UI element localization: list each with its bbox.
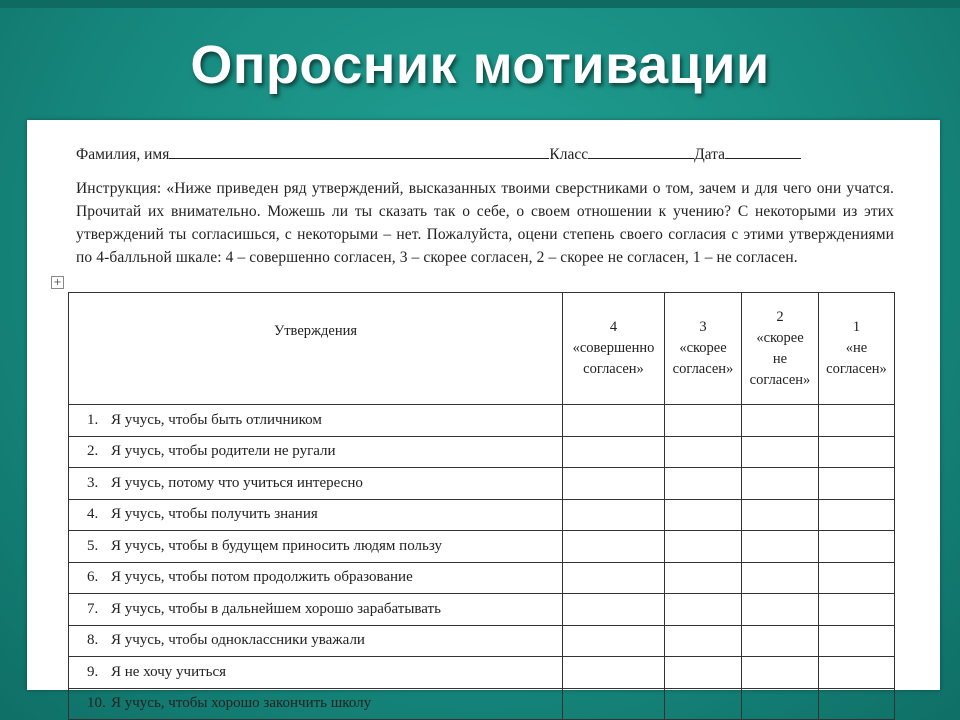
slide-title: Опросник мотивации [190,35,770,95]
name-field[interactable] [169,144,549,159]
top-border [0,0,960,8]
answer-cell-2[interactable] [742,657,819,689]
item-number: 5. [87,537,99,554]
statement-cell [69,405,563,437]
table-row [69,688,895,720]
table-row [69,405,895,437]
answer-cell-2[interactable] [742,531,819,563]
item-text: Я учусь, чтобы в будущем приносить людям пользу [111,537,442,554]
answer-cell-4[interactable] [563,657,665,689]
item-text: Я учусь, чтобы быть отличником [111,411,322,428]
answer-cell-3[interactable] [665,562,742,594]
class-field[interactable] [588,144,694,159]
statement-cell [69,562,563,594]
answer-cell-3[interactable] [665,657,742,689]
score-value: 2 [776,308,784,325]
header-score-1 [819,293,895,405]
document-body [76,140,894,269]
answer-cell-3[interactable] [665,468,742,500]
answer-cell-2[interactable] [742,468,819,500]
score-value: 4 [609,319,618,335]
table-row [69,657,895,689]
answer-cell-4[interactable] [563,625,665,657]
header-score-4 [563,293,665,405]
item-number: 6. [87,569,99,586]
answer-cell-1[interactable] [819,531,895,563]
answer-cell-3[interactable] [665,436,742,468]
statement-cell [69,436,563,468]
score-label: согласен» [826,361,887,377]
answer-cell-4[interactable] [563,688,665,720]
item-text: Я учусь, чтобы одноклассники уважали [111,632,365,649]
score-label: согласен» [672,361,734,377]
item-text: Я учусь, чтобы потом продолжить образование [111,569,413,586]
item-text: Я учусь, чтобы в дальнейшем хорошо зарабатывать [111,600,441,617]
statement-cell [69,657,563,689]
answer-cell-3[interactable] [665,625,742,657]
answer-cell-4[interactable] [563,562,665,594]
score-label: согласен» [749,371,811,388]
move-handle-icon[interactable]: + [51,276,64,289]
item-text: Я учусь, чтобы хорошо закончить школу [111,695,372,712]
score-label: «скорее [679,340,727,356]
item-number: 3. [87,474,99,491]
answer-cell-1[interactable] [819,468,895,500]
table-row [69,499,895,531]
answer-cell-2[interactable] [742,625,819,657]
name-class-date-line [76,144,894,166]
answer-cell-1[interactable] [819,562,895,594]
score-label: «совершенно [572,340,655,356]
item-number: 4. [87,506,99,523]
statement-cell [69,594,563,626]
header-statements: Утверждения [69,293,563,405]
statement-cell [69,499,563,531]
answer-cell-2[interactable] [742,405,819,437]
answer-cell-1[interactable] [819,657,895,689]
answer-cell-1[interactable] [819,594,895,626]
answer-cell-3[interactable] [665,594,742,626]
item-text: Я не хочу учиться [111,663,227,680]
item-text: Я учусь, потому что учиться интересно [111,474,363,491]
answer-cell-4[interactable] [563,436,665,468]
answer-cell-1[interactable] [819,405,895,437]
item-number: 8. [87,632,99,649]
score-value: 1 [852,319,861,335]
table-row [69,468,895,500]
table-row [69,531,895,563]
answer-cell-2[interactable] [742,688,819,720]
date-field[interactable] [725,144,801,159]
item-number: 7. [87,600,99,617]
table-row [69,625,895,657]
instruction-text: Инструкция: «Ниже приведен ряд утверждений, высказанных твоими сверстниками о том, зачем и для чего они учатся. Прочитай их внимательно. Можешь ли ты сказать так о себе, о своем отношении к учению? С некоторыми из этих утверждений ты согласишься, с некоторыми – нет. Пожалуйста, оцени степень своего согласия с этими утверждениями по 4-балльной шкале: 4 – совершенно согласен, 3 – скорее согласен, 2 – скорее не согласен, 1 – не согласен. [76,180,894,266]
answer-cell-1[interactable] [819,625,895,657]
item-number: 2. [87,443,99,460]
answer-cell-4[interactable] [563,468,665,500]
table-row [69,562,895,594]
answer-cell-2[interactable] [742,594,819,626]
statement-cell [69,688,563,720]
answer-cell-2[interactable] [742,562,819,594]
score-label: «не [845,340,868,356]
name-label: Фамилия, имя [76,146,170,163]
answer-cell-1[interactable] [819,436,895,468]
item-number: 9. [87,663,99,680]
answer-cell-3[interactable] [665,405,742,437]
answer-cell-4[interactable] [563,594,665,626]
answer-cell-3[interactable] [665,499,742,531]
score-label: «скорее [756,329,804,346]
item-text: Я учусь, чтобы получить знания [111,506,318,523]
score-label: согласен» [583,361,644,377]
answer-cell-2[interactable] [742,436,819,468]
date-label: Дата [694,146,725,163]
header-score-2 [742,293,819,405]
questionnaire-sheet [27,120,940,712]
answer-cell-3[interactable] [665,531,742,563]
statement-cell [69,625,563,657]
score-label: не [772,350,788,367]
answer-cell-1[interactable] [819,499,895,531]
answer-cell-4[interactable] [563,405,665,437]
answer-cell-3[interactable] [665,688,742,720]
answer-cell-2[interactable] [742,499,819,531]
answer-cell-4[interactable] [563,499,665,531]
class-label: Класс [549,146,589,163]
answer-cell-4[interactable] [563,531,665,563]
table-row [69,436,895,468]
answer-cell-1[interactable] [819,688,895,720]
item-number: 1. [87,411,99,428]
score-value: 3 [699,319,707,335]
table-row [69,594,895,626]
item-number: 10. [87,695,106,712]
table-header-row [69,293,895,405]
item-text: Я учусь, чтобы родители не ругали [111,443,336,460]
statement-cell [69,531,563,563]
statement-cell [69,468,563,500]
header-score-3 [665,293,742,405]
questionnaire-table [68,292,895,720]
